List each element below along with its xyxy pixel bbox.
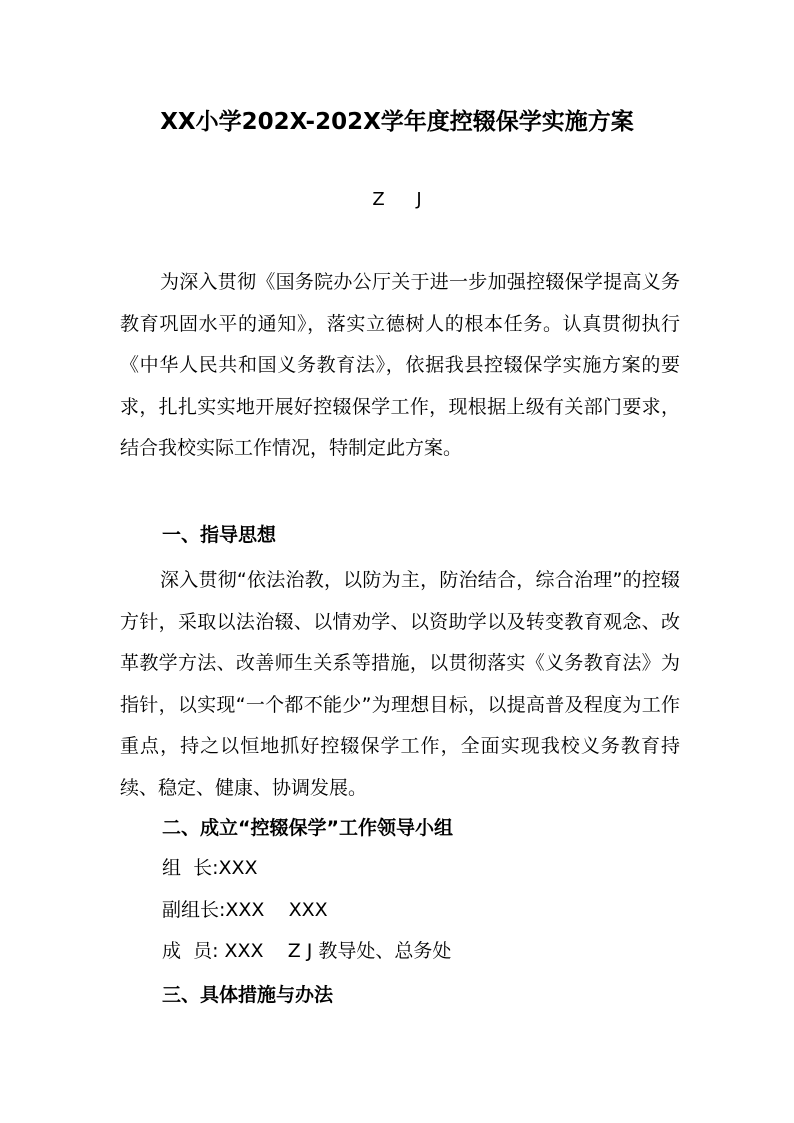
- members-line: 成 员: XXX Z J 教导处、总务处: [162, 940, 452, 962]
- document-author: Z J: [372, 189, 422, 210]
- group-leader-line: 组 长:XXX: [162, 857, 258, 879]
- guiding-thought-paragraph: 深入贯彻“依法治教，以防为主，防治结合，综合治理”的控辍方针，采取以法治辍、以情劝学、以资助学以及转变教育观念、改革教学方法、改善师生关系等措施，以贯彻落实《义务教育法》为指针，以实现“一个都不能少”为理想目标，以提高普及程度为工作重点，持之以恒地抓好控辍保学工作，全面实现我校义务教育持续、稳定、健康、协调发展。: [120, 569, 680, 799]
- document-title: XX小学202X-202X学年度控辍保学实施方案: [160, 109, 634, 135]
- section-heading-measures: 三、具体措施与办法: [162, 984, 334, 1006]
- section-heading-leadership-group: 二、成立“控辍保学”工作领导小组: [162, 817, 453, 839]
- intro-paragraph: 为深入贯彻《国务院办公厅关于进一步加强控辍保学提高义务教育巩固水平的通知》，落实立德树人的根本任务。认真贯彻执行《中华人民共和国义务教育法》，依据我县控辍保学实施方案的要求，扎扎实实地开展好控辍保学工作，现根据上级有关部门要求，结合我校实际工作情况，特制定此方案。: [120, 271, 680, 459]
- section-heading-guiding-thought: 一、指导思想: [162, 524, 277, 546]
- vice-leader-line: 副组长:XXX XXX: [162, 899, 328, 921]
